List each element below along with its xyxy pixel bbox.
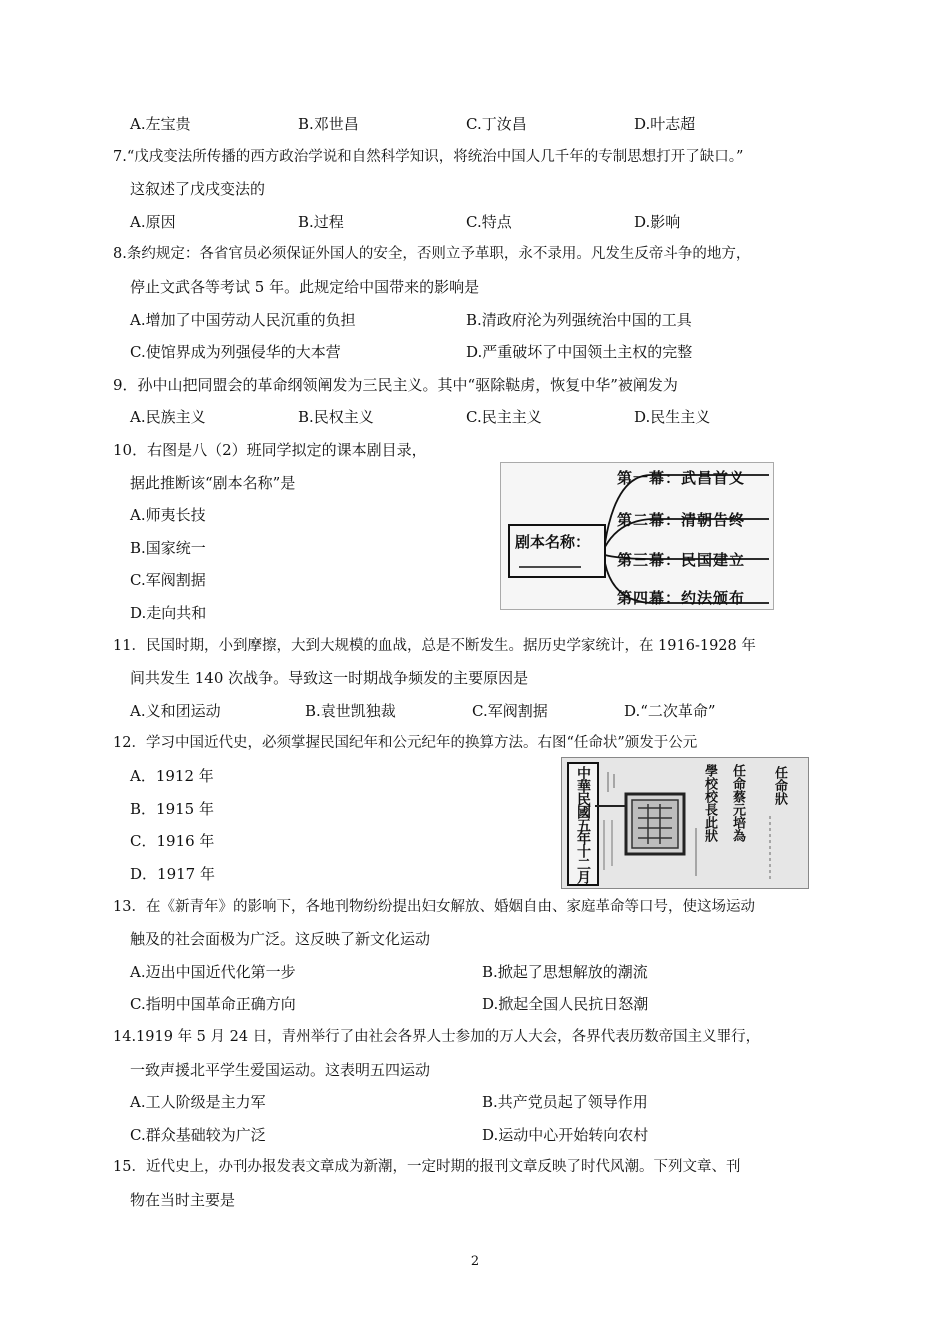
q12-option-c[interactable]: C．1916 年 [130, 832, 215, 850]
q11-option-a[interactable]: A.义和团运动 [130, 702, 221, 720]
q8-option-d[interactable]: D.严重破坏了中国领土主权的完整 [466, 343, 693, 361]
q9-option-b[interactable]: B.民权主义 [298, 408, 374, 426]
q15-stem-line2: 物在当时主要是 [130, 1191, 236, 1209]
q8-stem-line1: 8.条约规定：各省官员必须保证外国人的安全，否则立予革职，永不录用。凡发生反帝斗争的地方， [113, 246, 751, 262]
q8-option-b[interactable]: B.清政府沦为列强统治中国的工具 [466, 311, 692, 329]
q14-option-b[interactable]: B.共产党员起了领导作用 [482, 1093, 648, 1111]
q12-option-d[interactable]: D．1917 年 [130, 865, 215, 883]
page-number: 2 [470, 1254, 480, 1269]
act-1-label: 第一幕：武昌首义 [617, 469, 746, 487]
act-4-label: 第四幕：约法颁布 [617, 589, 746, 607]
q7-stem-line1: 7.“戊戌变法所传播的西方政治学说和自然科学知识，将统治中国人几千年的专制思想打开了缺口。” [113, 149, 744, 165]
certificate-column-1: 任命蔡元培為 [730, 764, 745, 842]
date-text: 中華民國五年十二月 [575, 765, 591, 883]
q9-option-c[interactable]: C.民主主义 [466, 408, 542, 426]
q15-stem-line1: 15．近代史上，办刊办报发表文章成为新潮，一定时期的报刊文章反映了时代风潮。下列文章、刊 [113, 1159, 741, 1175]
q11-stem-line2: 间共发生 140 次战争。导致这一时期战争频发的主要原因是 [130, 669, 529, 687]
q10-option-d[interactable]: D.走向共和 [130, 604, 207, 622]
play-title-label: 剧本名称： [515, 533, 591, 551]
q6-option-a[interactable]: A.左宝贵 [130, 115, 191, 133]
certificate-title: 任命狀 [772, 766, 787, 805]
q10-stem-line1: 10．右图是八（2）班同学拟定的课本剧目录， [113, 441, 427, 459]
q13-stem-line1: 13．在《新青年》的影响下，各地刊物纷纷提出妇女解放、婚姻自由、家庭革命等口号，使这场运动 [113, 899, 755, 915]
q7-option-a[interactable]: A.原因 [130, 213, 176, 231]
q11-option-c[interactable]: C.军阀割据 [472, 702, 548, 720]
q13-option-b[interactable]: B.掀起了思想解放的潮流 [482, 963, 648, 981]
q7-option-d[interactable]: D.影响 [634, 213, 681, 231]
certificate-column-2: 學校校長此狀 [702, 764, 717, 842]
act-3-label: 第三幕：民国建立 [617, 551, 746, 569]
q6-option-c[interactable]: C.丁汝昌 [466, 115, 527, 133]
q10-option-b[interactable]: B.国家统一 [130, 539, 206, 557]
q13-option-a[interactable]: A.迈出中国近代化第一步 [130, 963, 296, 981]
q13-option-d[interactable]: D.掀起全国人民抗日怒潮 [482, 995, 649, 1013]
q13-option-c[interactable]: C.指明中国革命正确方向 [130, 995, 296, 1013]
q9-option-d[interactable]: D.民生主义 [634, 408, 711, 426]
appointment-certificate-figure [561, 757, 809, 889]
q10-option-a[interactable]: A.师夷长技 [130, 506, 206, 524]
q14-option-a[interactable]: A.工人阶级是主力军 [130, 1093, 266, 1111]
q11-option-b[interactable]: B.袁世凯独裁 [305, 702, 396, 720]
q12-option-a[interactable]: A．1912 年 [130, 767, 214, 785]
q9-option-a[interactable]: A.民族主义 [130, 408, 206, 426]
q9-stem-line1: 9．孙中山把同盟会的革命纲领阐发为三民主义。其中“驱除鞑虏，恢复中华”被阐发为 [113, 376, 678, 394]
q7-stem-line2: 这叙述了戊戌变法的 [130, 180, 266, 198]
q10-option-c[interactable]: C.军阀割据 [130, 571, 206, 589]
q7-option-b[interactable]: B.过程 [298, 213, 344, 231]
q14-stem-line1: 14.1919 年 5 月 24 日，青州举行了由社会各界人士参加的万人大会，各界代表历数帝国主义罪行， [113, 1029, 761, 1045]
q14-stem-line2: 一致声援北平学生爱国运动。这表明五四运动 [130, 1061, 431, 1079]
q12-option-b[interactable]: B．1915 年 [130, 800, 214, 818]
q14-option-c[interactable]: C.群众基础较为广泛 [130, 1126, 266, 1144]
q7-option-c[interactable]: C.特点 [466, 213, 512, 231]
q11-stem-line1: 11．民国时期，小到摩擦，大到大规模的血战，总是不断发生。据历史学家统计，在 1916-1928 年 [113, 638, 756, 654]
q6-option-b[interactable]: B.邓世昌 [298, 115, 359, 133]
q6-option-d[interactable]: D.叶志超 [634, 115, 696, 133]
q8-option-c[interactable]: C.使馆界成为列强侵华的大本营 [130, 343, 341, 361]
act-2-label: 第二幕：清朝告终 [617, 511, 746, 529]
play-outline-figure [500, 462, 774, 610]
q11-option-d[interactable]: D.“二次革命” [624, 702, 716, 720]
q8-stem-line2: 停止文武各等考试 5 年。此规定给中国带来的影响是 [130, 278, 480, 296]
q12-stem-line1: 12．学习中国近代史，必须掌握民国纪年和公元纪年的换算方法。右图“任命状”颁发于公元 [113, 735, 698, 751]
q10-stem-line2: 据此推断该“剧本名称”是 [130, 474, 296, 492]
q14-option-d[interactable]: D.运动中心开始转向农村 [482, 1126, 649, 1144]
q13-stem-line2: 触及的社会面极为广泛。这反映了新文化运动 [130, 930, 431, 948]
q8-option-a[interactable]: A.增加了中国劳动人民沉重的负担 [130, 311, 356, 329]
